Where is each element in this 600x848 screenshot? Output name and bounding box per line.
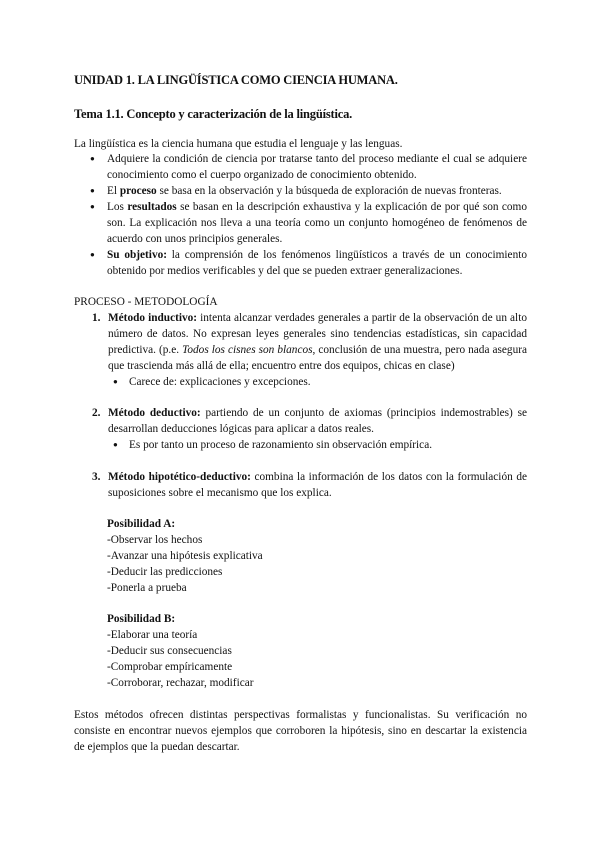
list-item: ● Es por tanto un proceso de razonamiento sin observación empírica. [113,437,527,453]
possibility-step: -Avanzar una hipótesis explicativa [107,550,263,562]
bullet-text: la comprensión de los fenómenos lingüísticos a través de un conocimiento obtenido por medios verificables y del que se pueden extraer generalizaciones. [107,249,528,277]
possibility-step: -Deducir sus consecuencias [107,645,232,657]
list-item [90,199,527,247]
method-number: 1. [92,312,101,324]
method-text: combina la información de los datos con la formulación de suposiciones sobre el mecanismo que los explica. [108,471,527,499]
bullet-text: se basan en la descripción exhaustiva y la explicación de por qué son como son. La explicación nos lleva a una teoría como un conjunto homogéneo de fenómenos de acuerdo con unos principios generales. [107,201,527,245]
list-item: ● Carece de: explicaciones y excepciones. [113,374,527,390]
method-inductive [92,310,527,390]
possibility-step: -Corroborar, rechazar, modificar [107,677,254,689]
possibility-step: -Comprobar empíricamente [107,661,233,673]
method-text: intenta alcanzar verdades generales a partir de la observación de un alto número de datos. No expresan leyes generales sino tendencias estadísticas, sin capacidad predictiva. (p.e. [108,312,527,356]
method-sublist [113,437,527,453]
method-title: Método deductivo: [108,407,201,419]
method-title: Método inductivo: [108,312,198,324]
possibility-b [107,611,254,691]
bullet-text: El [107,185,120,197]
method-example: Todos los cisnes son blancos [182,344,313,356]
possibility-heading: Posibilidad A: [107,518,176,530]
possibility-step: -Elaborar una teoría [107,629,198,641]
bullet-emphasis: Su objetivo: [107,249,168,261]
bullet-text: se basa en la observación y la búsqueda de exploración de nuevas fronteras. [156,185,502,197]
method-description [108,310,527,374]
method-description [108,469,527,501]
bullet-text: Los [107,201,128,213]
possibility-a [107,516,263,596]
method-text: , conclusión de una muestra, pero nada asegura que trascienda más allá de ella; encuentro entre dos equipos, chicas en clase) [108,344,527,372]
unit-title: UNIDAD 1. LA LINGÜÍSTICA COMO CIENCIA HUMANA. [74,73,398,87]
method-description [108,405,527,437]
list-item [90,183,527,199]
possibility-step: -Deducir las predicciones [107,566,223,578]
possibility-heading: Posibilidad B: [107,613,176,625]
possibility-step: -Observar los hechos [107,534,203,546]
list-item [90,247,527,279]
bullet-emphasis: proceso [119,185,157,197]
bullet-text: Adquiere la condición de ciencia por tratarse tanto del proceso mediante el cual se adquiere conocimiento como el cuerpo organizado de conocimiento obtenido. [107,153,527,181]
method-hypothetico-deductive [92,469,527,501]
method-number: 2. [92,407,101,419]
list-item [90,151,527,183]
method-text: partiendo de un conjunto de axiomas (principios indemostrables) se desarrollan deducciones lógicas para aplicar a datos reales. [108,407,527,435]
bullet-emphasis: resultados [127,201,177,213]
method-number: 3. [92,471,101,483]
method-deductive [92,405,527,453]
possibility-step: -Ponerla a prueba [107,582,187,594]
method-sublist [113,374,527,390]
intro-paragraph: La lingüística es la ciencia humana que estudia el lenguaje y las lenguas. [74,138,403,150]
characteristics-list [90,151,527,279]
topic-title: Tema 1.1. Concepto y caracterización de la lingüística. [74,107,353,121]
conclusion-paragraph: Estos métodos ofrecen distintas perspectivas formalistas y funcionalistas. Su verificación no consiste en encontrar nuevos ejemplos que corroboren la hipótesis, sino en descartar la existencia de ejemplos que la puedan descartar. [74,709,527,753]
method-title: Método hipotético-deductivo: [108,471,251,483]
process-heading: PROCESO - METODOLOGÍA [74,296,218,308]
